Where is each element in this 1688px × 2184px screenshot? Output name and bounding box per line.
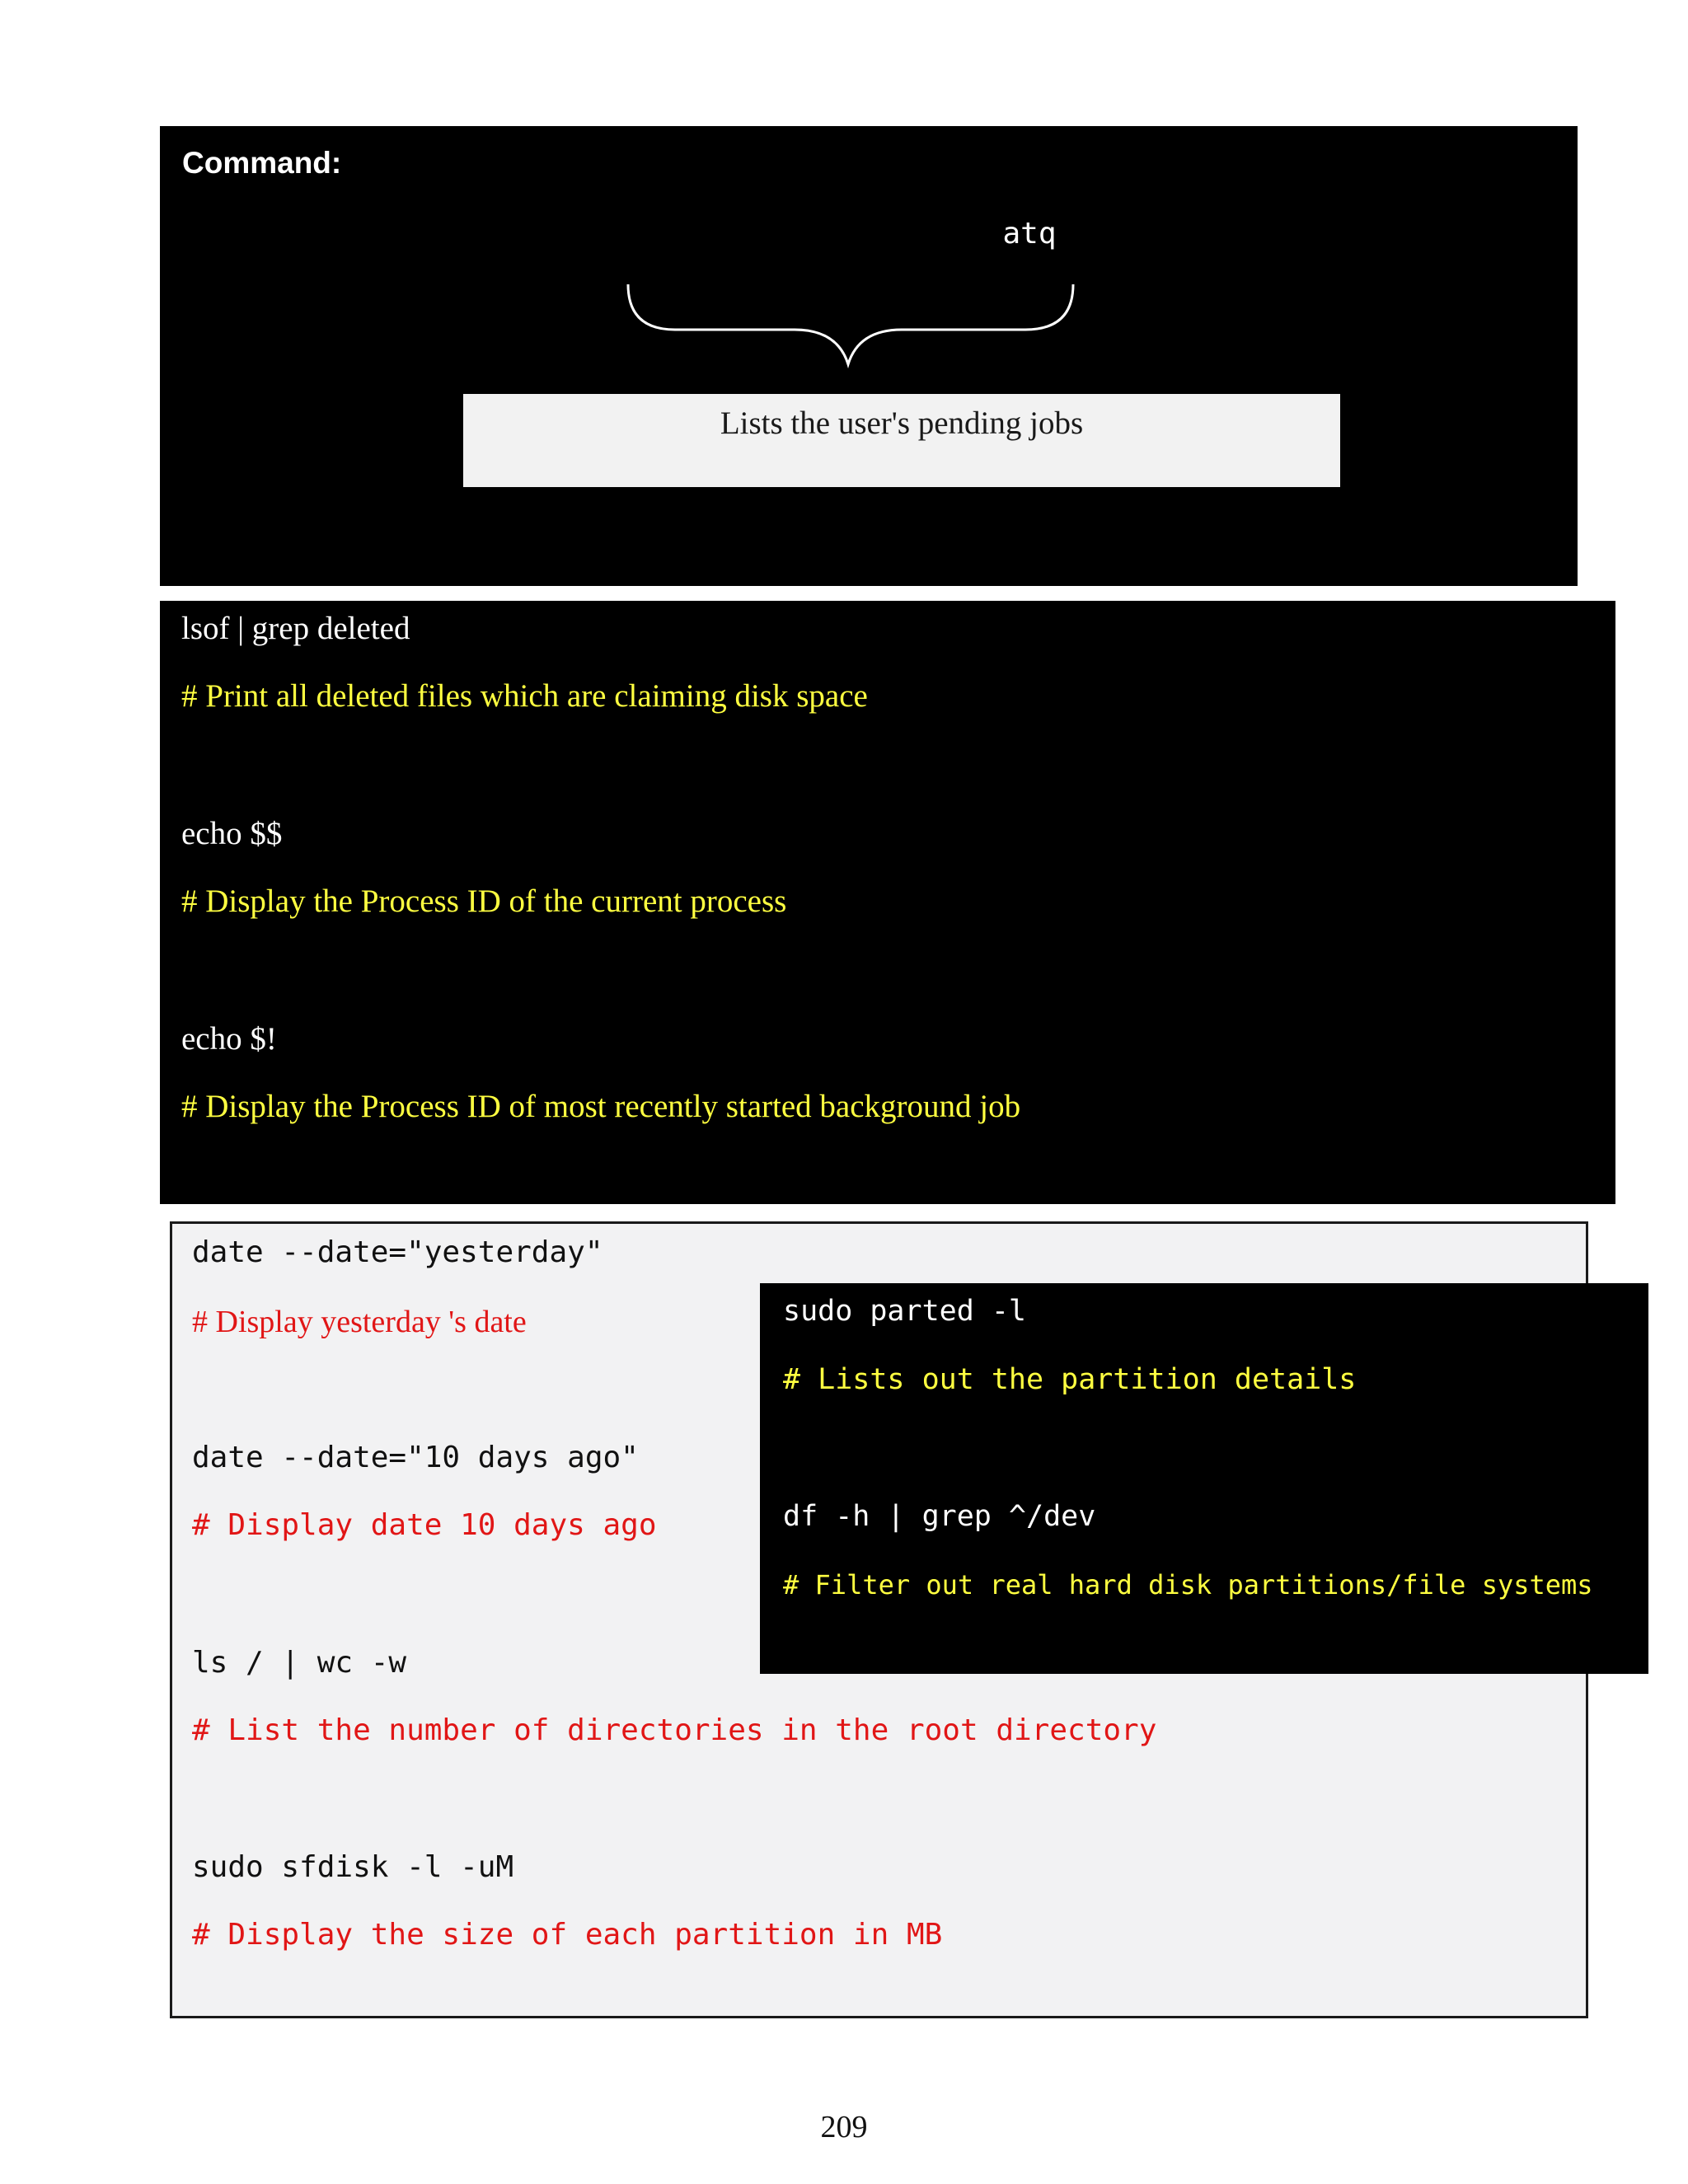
command-line: df -h | grep ^/dev <box>783 1500 1096 1533</box>
command-line: lsof | grep deleted <box>181 611 410 646</box>
page-number: 209 <box>820 2110 868 2144</box>
command-line: sudo parted -l <box>783 1295 1027 1328</box>
command-box <box>160 126 1578 586</box>
command-line: date --date="10 days ago" <box>192 1441 639 1474</box>
comment-line: # List the number of directories in the root directory <box>192 1713 1157 1747</box>
command-line: sudo sfdisk -l -uM <box>192 1850 514 1884</box>
command-text: atq <box>1002 217 1057 251</box>
command-line: date --date="yesterday" <box>192 1235 603 1269</box>
command-line: ls / | wc -w <box>192 1646 407 1680</box>
comment-line: # Display date 10 days ago <box>192 1508 657 1542</box>
commands-panel-3 <box>760 1283 1648 1674</box>
command-line: echo $! <box>181 1021 277 1057</box>
commands-panel-1 <box>160 601 1615 1204</box>
command-description: Lists the user's pending jobs <box>720 405 1084 441</box>
comment-line: # Filter out real hard disk partitions/file systems <box>783 1569 1593 1601</box>
command-label: Command: <box>182 146 342 180</box>
comment-line: # Display the size of each partition in MB <box>192 1918 943 1952</box>
comment-line: # Lists out the partition details <box>783 1363 1357 1396</box>
comment-line: # Display yesterday 's date <box>192 1305 527 1339</box>
comment-line: # Display the Process ID of the current process <box>181 883 787 919</box>
comment-line: # Print all deleted files which are claiming disk space <box>181 678 868 714</box>
comment-line: # Display the Process ID of most recently started background job <box>181 1089 1021 1124</box>
command-line: echo $$ <box>181 816 283 851</box>
description-panel <box>463 394 1340 487</box>
